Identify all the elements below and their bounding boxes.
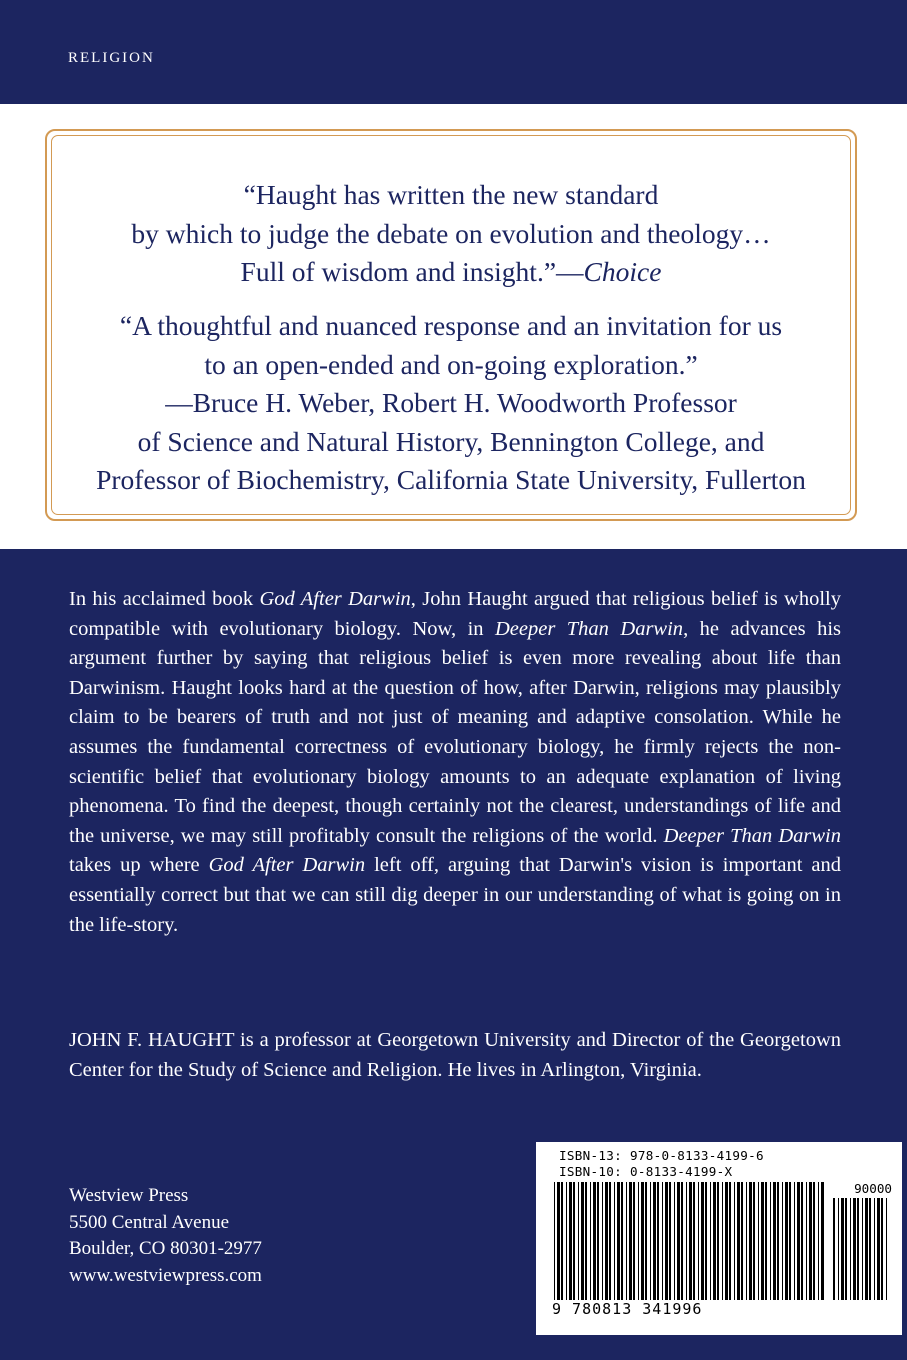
quote-attribution: —Bruce H. Weber, Robert H. Woodworth Professor [165,387,737,418]
book-title: Deeper Than Darwin [494,617,684,640]
barcode-bar [590,1182,591,1300]
barcode-bar [638,1182,639,1300]
isbn10-label: ISBN-10: 0-8133-4199-X [559,1164,733,1179]
barcode-bar [838,1198,839,1300]
publisher-website: www.westviewpress.com [69,1264,262,1286]
barcode-bar [801,1182,803,1300]
barcode-bar [734,1182,735,1300]
barcode-bar [597,1182,599,1300]
barcode-bar [713,1182,716,1300]
barcode-bar [605,1182,608,1300]
barcode-bar [770,1182,771,1300]
quote-source: Choice [583,256,662,287]
barcode-bar [741,1182,743,1300]
barcode-bar [797,1182,800,1300]
barcode-bar [749,1182,752,1300]
barcode-bar [777,1182,779,1300]
price-barcode [833,1198,891,1300]
book-description [69,585,841,940]
barcode-bar [645,1182,647,1300]
barcode-bar [626,1182,627,1300]
isbn13-label: ISBN-13: 978-0-8133-4199-6 [559,1148,764,1163]
barcode-bar [614,1182,615,1300]
barcode-bar [698,1182,699,1300]
barcode-bar [681,1182,683,1300]
barcode-box [536,1142,902,1335]
category-label: RELIGION [68,50,155,66]
barcode-bar [886,1198,887,1300]
author-bio: JOHN F. HAUGHT is a professor at Georgetown University and Director of the Georgetown Center for the Study of Science and Religion. He lives in Arlington, Virginia. [69,1029,841,1081]
barcode-bar [669,1182,671,1300]
barcode-bar [653,1182,656,1300]
desc-text: takes up where [69,854,209,877]
publisher-name: Westview Press [69,1185,189,1206]
review-quote-weber [47,307,855,500]
quote-attribution: of Science and Natural History, Bennington College, and [137,425,765,457]
barcode-bar [701,1182,704,1300]
barcode-bar [833,1198,835,1300]
barcode-bar [705,1182,707,1300]
barcode-bar [554,1182,555,1300]
barcode-bar [686,1182,687,1300]
publisher-city: Boulder, CO 80301-2977 [69,1238,262,1259]
quote-text: Full of wisdom and insight.”— [240,256,584,287]
barcode-bar [869,1198,871,1300]
quote-line [47,253,855,292]
barcode-bar [874,1198,875,1300]
ean-barcode [554,1182,824,1300]
barcode-bar [821,1182,824,1300]
barcode-bar [753,1182,755,1300]
barcode-bar [629,1182,632,1300]
barcode-bar [566,1182,567,1300]
barcode-bar [585,1182,587,1300]
price-code: 90000 [854,1181,892,1196]
barcode-bar [609,1182,611,1300]
book-title: God After Darwin [259,588,411,610]
quote-frame [45,129,857,521]
barcode-bar [578,1182,579,1300]
barcode-bar [665,1182,668,1300]
barcode-bar [813,1182,815,1300]
barcode-bar [674,1182,675,1300]
barcode-bar [857,1198,859,1300]
barcode-bar [710,1182,711,1300]
barcode-bar [602,1182,603,1300]
barcode-bar [729,1182,731,1300]
publisher-street: 5500 Central Avenue [69,1211,230,1233]
book-title: God After Darwin [208,854,366,877]
barcode-bar [621,1182,623,1300]
barcode-bar [677,1182,680,1300]
book-title: Deeper Than Darwin [663,824,841,847]
barcode-bar [773,1182,776,1300]
review-quote-choice [47,176,855,292]
barcode-bar [881,1198,883,1300]
quote-line: “Haught has written the new standard [243,179,659,210]
quote-line: to an open-ended and on-going exploration.” [204,348,698,380]
barcode-digits: 9 780813 341996 [552,1300,703,1318]
barcode-bar [573,1182,575,1300]
barcode-bar [557,1182,560,1300]
barcode-bar [561,1182,563,1300]
desc-text: , John Haught argued that religious belief is wholly compatible with evolutionary biology. Now, in [69,588,841,640]
desc-text: , he advances his argument further by saying that religious belief is even more revealing about life than Darwinism. Haught looks hard at the question of how, after Darwin, religions may plausibly claim to be bearers of truth and not just of meaning and adaptive consolation. While he assumes the fundamental correctness of evolutionary biology, he firmly rejects the non-scientific belief that evolutionary biology amounts to an adequate explanation of living phenomena. To find the deepest, though certainly not the clearest, understandings of life and the universe, we may still profitably consult the religions of the world. [69,617,841,847]
barcode-bar [865,1198,868,1300]
barcode-bar [850,1198,851,1300]
barcode-bar [782,1182,783,1300]
barcode-bar [725,1182,728,1300]
barcode-bar [761,1182,764,1300]
quote-line: “A thoughtful and nuanced response and an invitation for us [119,310,783,341]
quote-panel [0,104,907,549]
barcode-bar [569,1182,572,1300]
barcode-bar [862,1198,863,1300]
barcode-bar [650,1182,651,1300]
barcode-bar [722,1182,723,1300]
barcode-bar [785,1182,788,1300]
barcode-bar [877,1198,880,1300]
barcode-bar [765,1182,767,1300]
barcode-bar [853,1198,856,1300]
barcode-bar [662,1182,663,1300]
barcode-bar [737,1182,740,1300]
barcode-bar [617,1182,620,1300]
barcode-bar [657,1182,659,1300]
barcode-bar [794,1182,795,1300]
publisher-info [69,1183,262,1289]
quote-attribution: Professor of Biochemistry, California State University, Fullerton [96,464,806,495]
barcode-bar [689,1182,692,1300]
barcode-bar [641,1182,644,1300]
barcode-bar [746,1182,747,1300]
barcode-bar [818,1182,819,1300]
barcode-bar [758,1182,759,1300]
top-band [0,0,907,104]
barcode-bar [845,1198,847,1300]
barcode-bar [693,1182,695,1300]
barcode-bar [809,1182,812,1300]
barcode-bar [717,1182,719,1300]
barcode-bar [633,1182,635,1300]
desc-text: left off, arguing that Darwin's vision is important and essentially correct but that we can still dig deeper in our understanding of what is going on in the life-story. [69,854,842,936]
barcode-bar [593,1182,596,1300]
barcode-bar [789,1182,791,1300]
barcode-bar [581,1182,584,1300]
quote-line: by which to judge the debate on evolution and theology… [131,217,771,249]
barcode-bar [806,1182,807,1300]
desc-text: In his acclaimed book [69,588,260,610]
barcode-bar [841,1198,844,1300]
